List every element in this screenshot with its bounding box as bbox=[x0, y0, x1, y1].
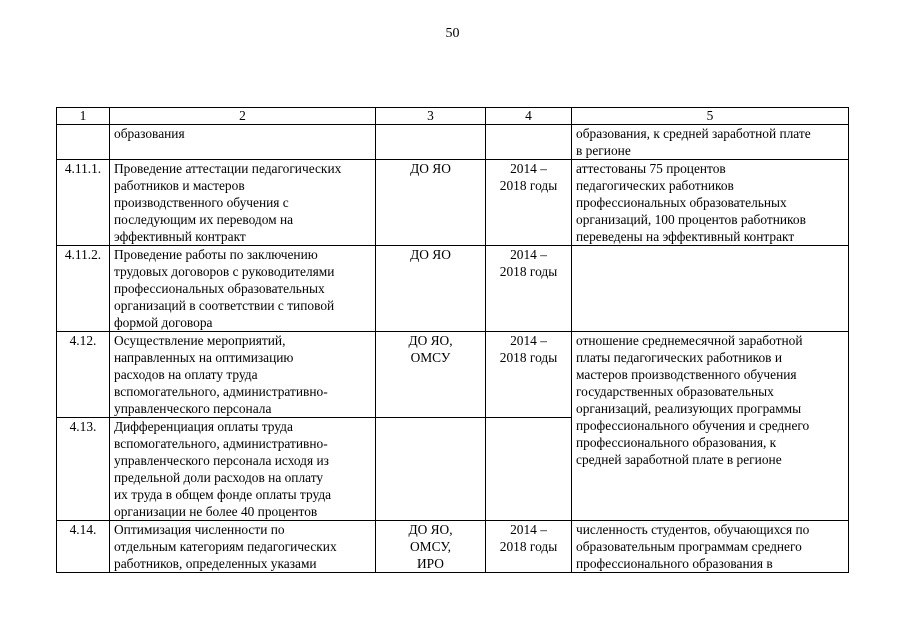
table-row-continuation bbox=[57, 125, 849, 160]
text-line: управленческого персонала исходя из bbox=[114, 453, 329, 468]
text-line: государственных образовательных bbox=[576, 384, 774, 399]
text-line: организаций в соответствии с типовой bbox=[114, 298, 335, 313]
text-line: образования, к средней заработной плате bbox=[576, 126, 811, 141]
period bbox=[486, 521, 572, 573]
executor bbox=[376, 332, 486, 418]
header-col-1: 1 bbox=[57, 108, 110, 125]
text-line: работников, определенных указами bbox=[114, 556, 317, 571]
result bbox=[572, 521, 849, 573]
text-line: ДО ЯО bbox=[410, 161, 451, 176]
measure-name bbox=[110, 521, 376, 573]
row-number: 4.12. bbox=[57, 332, 110, 418]
period bbox=[486, 125, 572, 160]
row-number: 4.11.1. bbox=[57, 160, 110, 246]
text-line: переведены на эффективный контракт bbox=[576, 229, 795, 244]
header-col-2: 2 bbox=[110, 108, 376, 125]
row-number: 4.13. bbox=[57, 418, 110, 521]
measures-table bbox=[56, 107, 849, 573]
executor bbox=[376, 246, 486, 332]
table-row bbox=[57, 246, 849, 332]
text-line: вспомогательного, административно- bbox=[114, 384, 328, 399]
executor bbox=[376, 521, 486, 573]
measure-name bbox=[110, 332, 376, 418]
text-line: платы педагогических работников и bbox=[576, 350, 783, 365]
text-line: работников и мастеров bbox=[114, 178, 245, 193]
measure-name bbox=[110, 160, 376, 246]
result bbox=[572, 246, 849, 332]
measure-name bbox=[110, 246, 376, 332]
text-line: их труда в общем фонде оплаты труда bbox=[114, 487, 332, 502]
text-line: 2014 – bbox=[510, 522, 547, 537]
text-line: формой договора bbox=[114, 315, 213, 330]
text-line: 2018 годы bbox=[499, 350, 558, 365]
text-line: профессиональных образовательных bbox=[114, 281, 325, 296]
executor bbox=[376, 160, 486, 246]
text-line: Дифференциация оплаты труда bbox=[114, 419, 293, 434]
result bbox=[572, 160, 849, 246]
text-line: образовательным программам среднего bbox=[576, 539, 802, 554]
text-line: организаций, реализующих программы bbox=[576, 401, 802, 416]
text-line: ИРО bbox=[417, 556, 444, 571]
text-line: 2018 годы bbox=[499, 178, 558, 193]
text-line: профессионального обучения и среднего bbox=[576, 418, 810, 433]
text-line: 2018 годы bbox=[499, 264, 558, 279]
text-line: Проведение работы по заключению bbox=[114, 247, 318, 262]
text-line: мастеров производственного обучения bbox=[576, 367, 797, 382]
text-line: ДО ЯО, bbox=[408, 333, 453, 348]
text-line: профессиональных образовательных bbox=[576, 195, 787, 210]
text-line: трудовых договоров с руководителями bbox=[114, 264, 335, 279]
text-line: производственного обучения с bbox=[114, 195, 289, 210]
text-line: последующим их переводом на bbox=[114, 212, 294, 227]
table-row bbox=[57, 521, 849, 573]
header-col-3: 3 bbox=[376, 108, 486, 125]
text-line: численность студентов, обучающихся по bbox=[576, 522, 810, 537]
text-line: эффективный контракт bbox=[114, 229, 246, 244]
executor bbox=[376, 125, 486, 160]
period bbox=[486, 246, 572, 332]
text-line: организаций, 100 процентов работников bbox=[576, 212, 806, 227]
row-number: 4.14. bbox=[57, 521, 110, 573]
header-col-4: 4 bbox=[486, 108, 572, 125]
executor bbox=[376, 418, 486, 521]
result bbox=[572, 332, 849, 521]
text-line: 2014 – bbox=[510, 161, 547, 176]
text-line: ОМСУ bbox=[410, 350, 451, 365]
text-line: отношение среднемесячной заработной bbox=[576, 333, 803, 348]
text-line: вспомогательного, административно- bbox=[114, 436, 328, 451]
text-line: Осуществление мероприятий, bbox=[114, 333, 286, 348]
text-line: 2014 – bbox=[510, 333, 547, 348]
text-line: Оптимизация численности по bbox=[114, 522, 285, 537]
header-row bbox=[57, 108, 849, 125]
text-line: ДО ЯО, bbox=[408, 522, 453, 537]
text-line: образования bbox=[114, 126, 185, 141]
period bbox=[486, 160, 572, 246]
text-line: в регионе bbox=[576, 143, 631, 158]
text-line: Проведение аттестации педагогических bbox=[114, 161, 342, 176]
table-row bbox=[57, 160, 849, 246]
text-line: организации не более 40 процентов bbox=[114, 504, 318, 519]
period bbox=[486, 332, 572, 418]
text-line: ОМСУ, bbox=[410, 539, 451, 554]
row-number: 4.11.2. bbox=[57, 246, 110, 332]
text-line: 2014 – bbox=[510, 247, 547, 262]
text-line: направленных на оптимизацию bbox=[114, 350, 294, 365]
text-line: отдельным категориям педагогических bbox=[114, 539, 337, 554]
text-line: предельной доли расходов на оплату bbox=[114, 470, 324, 485]
text-line: профессионального образования, к bbox=[576, 435, 777, 450]
text-line: педагогических работников bbox=[576, 178, 734, 193]
text-line: ДО ЯО bbox=[410, 247, 451, 262]
text-line: профессионального образования в bbox=[576, 556, 773, 571]
text-line: 2018 годы bbox=[499, 539, 558, 554]
measure-name bbox=[110, 125, 376, 160]
text-line: средней заработной плате в регионе bbox=[576, 452, 782, 467]
row-number bbox=[57, 125, 110, 160]
table-row bbox=[57, 332, 849, 418]
text-line: управленческого персонала bbox=[114, 401, 272, 416]
result bbox=[572, 125, 849, 160]
measure-name bbox=[110, 418, 376, 521]
text-line: аттестованы 75 процентов bbox=[576, 161, 726, 176]
page-number: 50 bbox=[445, 26, 460, 41]
header-col-5: 5 bbox=[572, 108, 849, 125]
text-line: расходов на оплату труда bbox=[114, 367, 258, 382]
period bbox=[486, 418, 572, 521]
